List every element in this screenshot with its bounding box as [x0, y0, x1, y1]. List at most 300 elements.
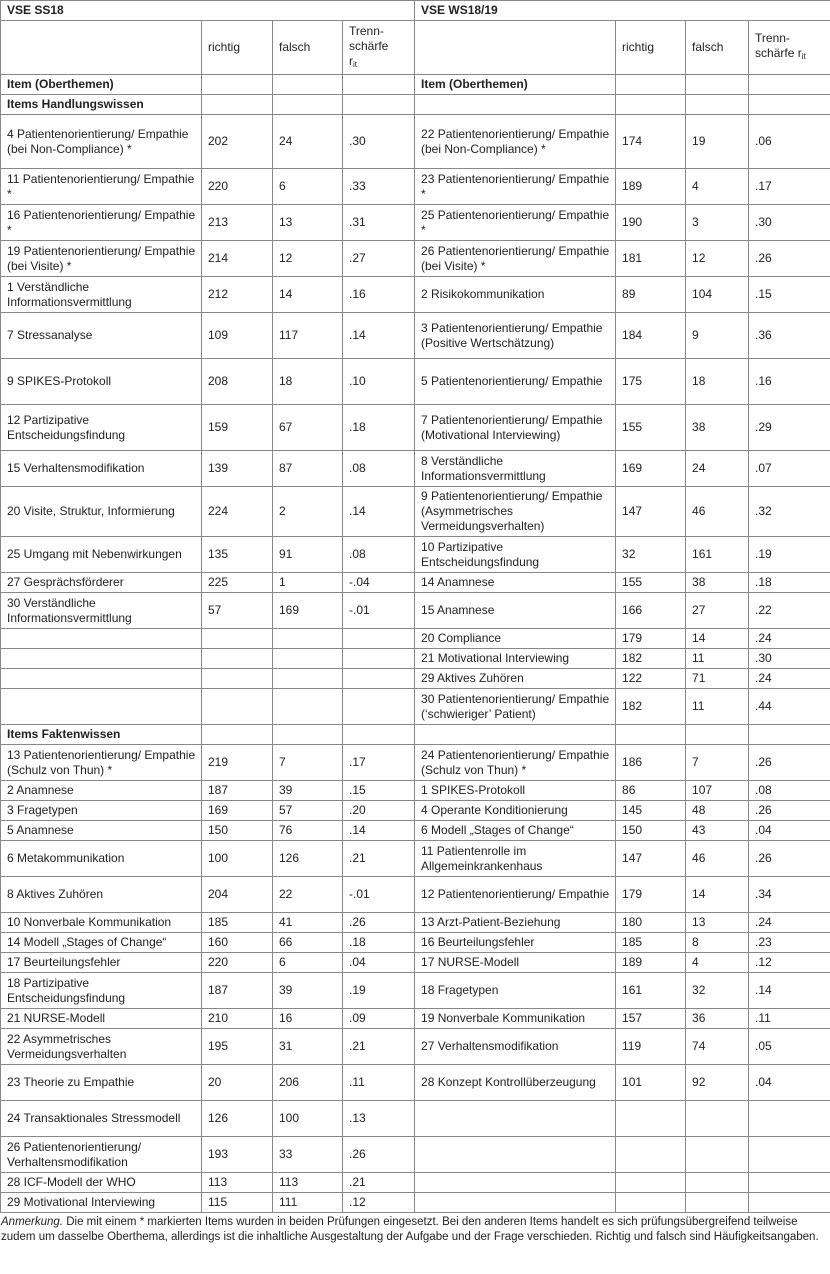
ws1819-trennschaerfe-value: .04 [749, 1065, 830, 1101]
ws1819-falsch-value [686, 1193, 749, 1213]
ss18-item-name: 9 SPIKES-Protokoll [1, 359, 202, 405]
ss18-falsch-value: 67 [273, 405, 343, 451]
ss18-trennschaerfe-value [343, 689, 415, 725]
ss18-richtig-value: 187 [202, 781, 273, 801]
ss18-falsch-value: 6 [273, 953, 343, 973]
ss18-item-name: 22 Asymmetrisches Vermeidungsverhalten [1, 1029, 202, 1065]
ss18-trennschaerfe-value: .33 [343, 169, 415, 205]
ws1819-richtig-value: 179 [616, 629, 686, 649]
ws1819-falsch-value: 38 [686, 405, 749, 451]
ws1819-falsch-value: 11 [686, 689, 749, 725]
ss18-item-name: 28 ICF-Modell der WHO [1, 1173, 202, 1193]
ss18-item-name: 13 Patientenorientierung/ Empathie (Schulz von Thun) * [1, 745, 202, 781]
ws1819-item-name [415, 1173, 616, 1193]
ss18-falsch-value: 14 [273, 277, 343, 313]
section-faktenwissen: Items Faktenwissen [1, 725, 202, 745]
empty-cell [202, 725, 273, 745]
ss18-richtig-value [202, 669, 273, 689]
ss18-item-name: 23 Theorie zu Empathie [1, 1065, 202, 1101]
ss18-falsch-value: 87 [273, 451, 343, 487]
ws1819-falsch-value: 14 [686, 877, 749, 913]
ws1819-trennschaerfe-value [749, 1193, 830, 1213]
ws1819-item-name: 12 Patientenorientierung/ Empathie [415, 877, 616, 913]
ws1819-richtig-value: 147 [616, 487, 686, 537]
ws1819-trennschaerfe-value: .44 [749, 689, 830, 725]
ws1819-trennschaerfe-value [749, 1137, 830, 1173]
ss18-falsch-value: 126 [273, 841, 343, 877]
ws1819-item-name [415, 1193, 616, 1213]
ss18-falsch-value: 22 [273, 877, 343, 913]
table-row [1, 115, 830, 169]
ws1819-richtig-value: 186 [616, 745, 686, 781]
empty-cell [343, 725, 415, 745]
table-row [1, 451, 830, 487]
ss18-falsch-value: 41 [273, 913, 343, 933]
ws1819-trennschaerfe-value: .26 [749, 841, 830, 877]
ws1819-trennschaerfe-value: .16 [749, 359, 830, 405]
ss18-falsch-value: 91 [273, 537, 343, 573]
ws1819-trennschaerfe-value: .06 [749, 115, 830, 169]
empty-cell [343, 95, 415, 115]
ss18-richtig-value: 219 [202, 745, 273, 781]
ws1819-richtig-value: 155 [616, 573, 686, 593]
ws1819-richtig-value [616, 1101, 686, 1137]
ws1819-trennschaerfe-value: .24 [749, 629, 830, 649]
ws1819-trennschaerfe-value: .18 [749, 573, 830, 593]
ws1819-trennschaerfe-value: .36 [749, 313, 830, 359]
table-row [1, 801, 830, 821]
ss18-richtig-value: 185 [202, 913, 273, 933]
left-header-trennschaerfe: Trenn-schärfe $r_{it}$ [343, 21, 415, 75]
table-row [1, 1029, 830, 1065]
ws1819-item-name: 2 Risikokommunikation [415, 277, 616, 313]
table-row [1, 877, 830, 913]
trenn-label: Trenn-schärfe [349, 23, 389, 53]
table-row [1, 669, 830, 689]
ws1819-falsch-value: 3 [686, 205, 749, 241]
ss18-trennschaerfe-value: .26 [343, 913, 415, 933]
ws1819-trennschaerfe-value: .32 [749, 487, 830, 537]
empty-cell [749, 75, 830, 95]
ss18-falsch-value: 76 [273, 821, 343, 841]
table-row [1, 973, 830, 1009]
ws1819-falsch-value: 13 [686, 913, 749, 933]
ws1819-item-name: 21 Motivational Interviewing [415, 649, 616, 669]
ss18-richtig-value: 204 [202, 877, 273, 913]
ws1819-falsch-value: 104 [686, 277, 749, 313]
ss18-trennschaerfe-value [343, 649, 415, 669]
ws1819-richtig-value: 145 [616, 801, 686, 821]
ws1819-item-name: 30 Patientenorientierung/ Empathie (‘schwieriger’ Patient) [415, 689, 616, 725]
ws1819-richtig-value: 169 [616, 451, 686, 487]
ws1819-trennschaerfe-value: .24 [749, 669, 830, 689]
ss18-richtig-value: 195 [202, 1029, 273, 1065]
ss18-falsch-value: 39 [273, 973, 343, 1009]
ss18-richtig-value: 220 [202, 169, 273, 205]
ws1819-richtig-value: 184 [616, 313, 686, 359]
ws1819-item-name: 8 Verständliche Informationsvermittlung [415, 451, 616, 487]
ss18-richtig-value: 169 [202, 801, 273, 821]
ws1819-trennschaerfe-value: .08 [749, 781, 830, 801]
ss18-item-name: 15 Verhaltensmodifikation [1, 451, 202, 487]
ws1819-richtig-value: 181 [616, 241, 686, 277]
ws1819-item-name: 1 SPIKES-Protokoll [415, 781, 616, 801]
ss18-trennschaerfe-value: .14 [343, 821, 415, 841]
ss18-trennschaerfe-value: .08 [343, 451, 415, 487]
ws1819-item-name: 28 Konzept Kontrollüberzeugung [415, 1065, 616, 1101]
ws1819-richtig-value: 189 [616, 953, 686, 973]
ss18-falsch-value: 111 [273, 1193, 343, 1213]
ss18-trennschaerfe-value: .04 [343, 953, 415, 973]
ss18-item-name: 8 Aktives Zuhören [1, 877, 202, 913]
ws1819-falsch-value: 74 [686, 1029, 749, 1065]
ss18-richtig-value: 160 [202, 933, 273, 953]
ws1819-item-name: 22 Patientenorientierung/ Empathie (bei Non-Compliance) * [415, 115, 616, 169]
ss18-falsch-value: 2 [273, 487, 343, 537]
table-row [1, 649, 830, 669]
ws1819-item-name: 17 NURSE-Modell [415, 953, 616, 973]
ws1819-richtig-value: 166 [616, 593, 686, 629]
ss18-item-name: 10 Nonverbale Kommunikation [1, 913, 202, 933]
ss18-item-name [1, 689, 202, 725]
ws1819-richtig-value: 32 [616, 537, 686, 573]
ss18-richtig-value: 57 [202, 593, 273, 629]
ss18-richtig-value: 208 [202, 359, 273, 405]
ws1819-falsch-value: 11 [686, 649, 749, 669]
ws1819-richtig-value: 161 [616, 973, 686, 1009]
ws1819-trennschaerfe-value: .26 [749, 801, 830, 821]
ws1819-trennschaerfe-value: .26 [749, 745, 830, 781]
ws1819-richtig-value: 157 [616, 1009, 686, 1029]
ss18-item-name [1, 649, 202, 669]
table-row [1, 573, 830, 593]
empty-cell [616, 725, 686, 745]
ss18-richtig-value [202, 629, 273, 649]
ws1819-richtig-value: 182 [616, 689, 686, 725]
ss18-trennschaerfe-value: .15 [343, 781, 415, 801]
ws1819-item-name: 3 Patientenorientierung/ Empathie (Positive Wertschätzung) [415, 313, 616, 359]
ss18-richtig-value: 212 [202, 277, 273, 313]
table-row [1, 1101, 830, 1137]
right-header-empty [415, 21, 616, 75]
ws1819-item-name: 4 Operante Konditionierung [415, 801, 616, 821]
ws1819-richtig-value: 185 [616, 933, 686, 953]
ws1819-item-name: 13 Arzt-Patient-Beziehung [415, 913, 616, 933]
ss18-richtig-value: 135 [202, 537, 273, 573]
ss18-richtig-value: 115 [202, 1193, 273, 1213]
ss18-item-name: 14 Modell „Stages of Change“ [1, 933, 202, 953]
ss18-trennschaerfe-value: -.01 [343, 593, 415, 629]
empty-cell [273, 95, 343, 115]
ss18-falsch-value: 57 [273, 801, 343, 821]
ss18-item-name: 24 Transaktionales Stressmodell [1, 1101, 202, 1137]
ss18-richtig-value: 214 [202, 241, 273, 277]
ws1819-richtig-value: 150 [616, 821, 686, 841]
ss18-item-name: 17 Beurteilungsfehler [1, 953, 202, 973]
ss18-item-name: 26 Patientenorientierung/ Verhaltensmodifikation [1, 1137, 202, 1173]
left-item-label: Item (Oberthemen) [1, 75, 202, 95]
ss18-falsch-value: 117 [273, 313, 343, 359]
ws1819-item-name: 24 Patientenorientierung/ Empathie (Schulz von Thun) * [415, 745, 616, 781]
ss18-falsch-value: 24 [273, 115, 343, 169]
ss18-trennschaerfe-value: .31 [343, 205, 415, 241]
ws1819-trennschaerfe-value: .23 [749, 933, 830, 953]
ws1819-richtig-value [616, 1137, 686, 1173]
ws1819-item-name: 15 Anamnese [415, 593, 616, 629]
empty-cell [686, 725, 749, 745]
ss18-richtig-value: 150 [202, 821, 273, 841]
ss18-trennschaerfe-value: .18 [343, 933, 415, 953]
left-header-empty [1, 21, 202, 75]
empty-cell [202, 75, 273, 95]
empty-cell [415, 95, 616, 115]
ws1819-richtig-value: 122 [616, 669, 686, 689]
ss18-trennschaerfe-value: .10 [343, 359, 415, 405]
left-exam-title: VSE SS18 [1, 1, 415, 21]
ws1819-falsch-value: 43 [686, 821, 749, 841]
ss18-item-name: 29 Motivational Interviewing [1, 1193, 202, 1213]
ws1819-falsch-value: 14 [686, 629, 749, 649]
ss18-trennschaerfe-value: .12 [343, 1193, 415, 1213]
ws1819-richtig-value [616, 1173, 686, 1193]
ss18-falsch-value: 39 [273, 781, 343, 801]
ws1819-falsch-value: 24 [686, 451, 749, 487]
ss18-trennschaerfe-value: .08 [343, 537, 415, 573]
ss18-richtig-value: 126 [202, 1101, 273, 1137]
ws1819-trennschaerfe-value: .26 [749, 241, 830, 277]
ws1819-trennschaerfe-value: .22 [749, 593, 830, 629]
table-row [1, 405, 830, 451]
ss18-trennschaerfe-value: .21 [343, 1029, 415, 1065]
ws1819-falsch-value: 8 [686, 933, 749, 953]
ws1819-item-name: 5 Patientenorientierung/ Empathie [415, 359, 616, 405]
ws1819-trennschaerfe-value: .34 [749, 877, 830, 913]
trenn-sub: it [353, 59, 357, 69]
ss18-item-name: 12 Partizipative Entscheidungsfindung [1, 405, 202, 451]
table-row [1, 359, 830, 405]
ws1819-item-name: 27 Verhaltensmodifikation [415, 1029, 616, 1065]
empty-cell [343, 75, 415, 95]
table-row [1, 1173, 830, 1193]
table-row [1, 1137, 830, 1173]
ws1819-richtig-value: 155 [616, 405, 686, 451]
ss18-item-name: 11 Patientenorientierung/ Empathie * [1, 169, 202, 205]
ss18-richtig-value [202, 689, 273, 725]
table-row [1, 629, 830, 649]
ss18-trennschaerfe-value: -.01 [343, 877, 415, 913]
ss18-trennschaerfe-value: .30 [343, 115, 415, 169]
ss18-falsch-value: 1 [273, 573, 343, 593]
empty-cell [616, 75, 686, 95]
ss18-richtig-value: 210 [202, 1009, 273, 1029]
table-row [1, 313, 830, 359]
ws1819-falsch-value: 12 [686, 241, 749, 277]
ws1819-richtig-value: 182 [616, 649, 686, 669]
ss18-item-name: 2 Anamnese [1, 781, 202, 801]
table-row [1, 953, 830, 973]
ss18-falsch-value: 33 [273, 1137, 343, 1173]
ss18-item-name: 20 Visite, Struktur, Informierung [1, 487, 202, 537]
table-row [1, 689, 830, 725]
ss18-item-name: 19 Patientenorientierung/ Empathie (bei Visite) * [1, 241, 202, 277]
table-row [1, 241, 830, 277]
ss18-falsch-value: 13 [273, 205, 343, 241]
empty-cell [686, 75, 749, 95]
ss18-falsch-value: 16 [273, 1009, 343, 1029]
ws1819-richtig-value: 190 [616, 205, 686, 241]
ws1819-item-name: 20 Compliance [415, 629, 616, 649]
ss18-richtig-value: 193 [202, 1137, 273, 1173]
ss18-item-name: 18 Partizipative Entscheidungsfindung [1, 973, 202, 1009]
ws1819-richtig-value: 89 [616, 277, 686, 313]
ws1819-item-name: 26 Patientenorientierung/ Empathie (bei Visite) * [415, 241, 616, 277]
ws1819-item-name: 7 Patientenorientierung/ Empathie (Motivational Interviewing) [415, 405, 616, 451]
ws1819-falsch-value [686, 1101, 749, 1137]
ss18-item-name: 27 Gesprächsförderer [1, 573, 202, 593]
ws1819-falsch-value [686, 1137, 749, 1173]
ws1819-trennschaerfe-value: .07 [749, 451, 830, 487]
ss18-richtig-value: 224 [202, 487, 273, 537]
ws1819-trennschaerfe-value [749, 1173, 830, 1193]
ss18-falsch-value: 7 [273, 745, 343, 781]
ws1819-richtig-value: 180 [616, 913, 686, 933]
ss18-trennschaerfe-value: .20 [343, 801, 415, 821]
ws1819-richtig-value: 175 [616, 359, 686, 405]
ws1819-trennschaerfe-value: .11 [749, 1009, 830, 1029]
ws1819-item-name: 14 Anamnese [415, 573, 616, 593]
ws1819-falsch-value: 161 [686, 537, 749, 573]
table-row [1, 1193, 830, 1213]
ss18-falsch-value: 169 [273, 593, 343, 629]
ws1819-item-name: 11 Patientenrolle im Allgemeinkrankenhaus [415, 841, 616, 877]
ss18-falsch-value: 66 [273, 933, 343, 953]
right-header-falsch: falsch [686, 21, 749, 75]
ss18-trennschaerfe-value: .19 [343, 973, 415, 1009]
table-row [1, 933, 830, 953]
note-text: Die mit einem * markierten Items wurden in beiden Prüfungen eingesetzt. Bei den anderen Items handelt es sich prüfungsübergreifend teilweise zudem um dasselbe Oberthema, allerdings ist die inhaltliche Ausgestaltung der Aufgabe und der Frage verschieden. Richtig und falsch sind Häufigkeitsangaben. [1, 1216, 819, 1243]
left-header-richtig: richtig [202, 21, 273, 75]
ws1819-item-name: 6 Modell „Stages of Change“ [415, 821, 616, 841]
empty-cell [749, 725, 830, 745]
table-row [1, 841, 830, 877]
ss18-trennschaerfe-value [343, 629, 415, 649]
ss18-trennschaerfe-value: .18 [343, 405, 415, 451]
ws1819-falsch-value: 18 [686, 359, 749, 405]
ss18-item-name: 30 Verständliche Informationsvermittlung [1, 593, 202, 629]
ss18-trennschaerfe-value: .21 [343, 841, 415, 877]
ss18-richtig-value: 139 [202, 451, 273, 487]
ws1819-item-name: 23 Patientenorientierung/ Empathie * [415, 169, 616, 205]
ws1819-item-name [415, 1101, 616, 1137]
ss18-trennschaerfe-value: .13 [343, 1101, 415, 1137]
table-row [1, 1009, 830, 1029]
ws1819-item-name: 19 Nonverbale Kommunikation [415, 1009, 616, 1029]
ss18-trennschaerfe-value [343, 669, 415, 689]
trenn-label: Trenn-schärfe r [755, 31, 802, 60]
ws1819-item-name: 10 Partizipative Entscheidungsfindung [415, 537, 616, 573]
ws1819-falsch-value: 48 [686, 801, 749, 821]
ss18-item-name [1, 629, 202, 649]
table-row [1, 277, 830, 313]
ss18-richtig-value [202, 649, 273, 669]
table-row [1, 821, 830, 841]
ss18-trennschaerfe-value: .26 [343, 1137, 415, 1173]
ss18-trennschaerfe-value: .09 [343, 1009, 415, 1029]
ss18-falsch-value: 113 [273, 1173, 343, 1193]
note-label: Anmerkung. [1, 1216, 64, 1228]
ws1819-falsch-value: 46 [686, 841, 749, 877]
table-row [1, 169, 830, 205]
table-row [1, 487, 830, 537]
ws1819-trennschaerfe-value: .04 [749, 821, 830, 841]
ws1819-item-name: 16 Beurteilungsfehler [415, 933, 616, 953]
ws1819-trennschaerfe-value: .17 [749, 169, 830, 205]
right-header-trennschaerfe [749, 21, 830, 75]
ws1819-falsch-value: 38 [686, 573, 749, 593]
ss18-richtig-value: 113 [202, 1173, 273, 1193]
table-row [1, 593, 830, 629]
trenn-sub: it [801, 52, 806, 61]
ws1819-falsch-value: 19 [686, 115, 749, 169]
section-handlungswissen: Items Handlungswissen [1, 95, 202, 115]
ws1819-falsch-value: 71 [686, 669, 749, 689]
empty-cell [202, 95, 273, 115]
ss18-trennschaerfe-value: .14 [343, 313, 415, 359]
table-row [1, 745, 830, 781]
ws1819-falsch-value: 32 [686, 973, 749, 1009]
right-exam-title: VSE WS18/19 [415, 1, 830, 21]
ss18-item-name: 1 Verständliche Informationsvermittlung [1, 277, 202, 313]
ss18-item-name: 3 Fragetypen [1, 801, 202, 821]
empty-cell [749, 95, 830, 115]
ws1819-richtig-value: 101 [616, 1065, 686, 1101]
ss18-item-name [1, 669, 202, 689]
ss18-falsch-value [273, 669, 343, 689]
ws1819-trennschaerfe-value: .05 [749, 1029, 830, 1065]
ss18-trennschaerfe-value: .14 [343, 487, 415, 537]
ss18-item-name: 5 Anamnese [1, 821, 202, 841]
ss18-falsch-value [273, 649, 343, 669]
ss18-richtig-value: 187 [202, 973, 273, 1009]
ws1819-trennschaerfe-value: .30 [749, 649, 830, 669]
ws1819-richtig-value [616, 1193, 686, 1213]
ws1819-richtig-value: 189 [616, 169, 686, 205]
ws1819-trennschaerfe-value: .14 [749, 973, 830, 1009]
ss18-richtig-value: 20 [202, 1065, 273, 1101]
right-header-richtig: richtig [616, 21, 686, 75]
ss18-falsch-value: 100 [273, 1101, 343, 1137]
ss18-falsch-value: 206 [273, 1065, 343, 1101]
ws1819-falsch-value: 9 [686, 313, 749, 359]
ss18-richtig-value: 220 [202, 953, 273, 973]
ss18-falsch-value: 18 [273, 359, 343, 405]
ss18-richtig-value: 109 [202, 313, 273, 359]
ss18-trennschaerfe-value: .16 [343, 277, 415, 313]
ws1819-trennschaerfe-value: .15 [749, 277, 830, 313]
table-row [1, 781, 830, 801]
table-row [1, 537, 830, 573]
ws1819-richtig-value: 147 [616, 841, 686, 877]
empty-cell [273, 725, 343, 745]
ss18-trennschaerfe-value: .11 [343, 1065, 415, 1101]
ws1819-richtig-value: 86 [616, 781, 686, 801]
empty-cell [686, 95, 749, 115]
empty-cell [415, 725, 616, 745]
ws1819-falsch-value [686, 1173, 749, 1193]
ss18-richtig-value: 202 [202, 115, 273, 169]
ss18-item-name: 21 NURSE-Modell [1, 1009, 202, 1029]
ws1819-falsch-value: 36 [686, 1009, 749, 1029]
